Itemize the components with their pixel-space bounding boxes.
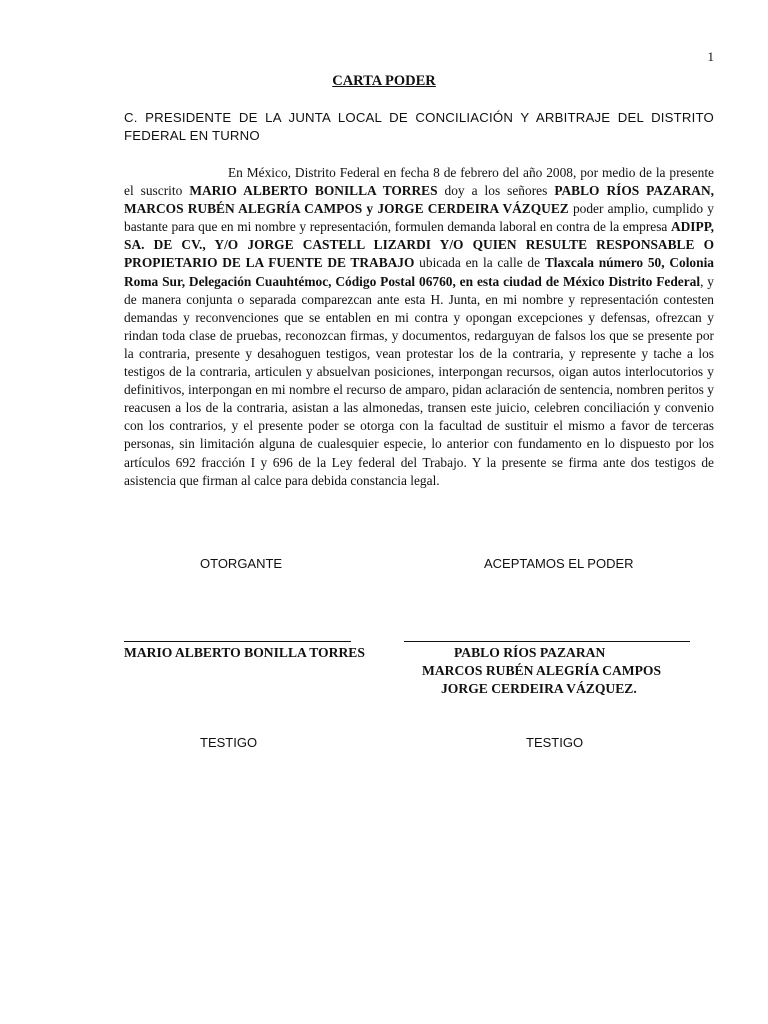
grantee-signature-line <box>404 641 690 642</box>
body-text-4: ubicada en la calle de <box>414 255 545 271</box>
body-text-3: poder amplio, cumplido y bastante para que en mi nombre y representación, formulen demanda laboral en contra de la empresa <box>124 201 714 235</box>
workplace-address: Tlaxcala número 50, Colonia Roma Sur, Delegación Cuauhtémoc, Código Postal 06760, en esta ciudad de México Distrito Federal <box>124 255 714 289</box>
grantor-signature-line <box>124 641 351 642</box>
body-paragraph <box>124 164 714 490</box>
grantee-signature-name-1: PABLO RÍOS PAZARAN <box>454 645 606 660</box>
witness-right-label: TESTIGO <box>526 735 584 750</box>
body-text-1: En México, Distrito Federal en fecha 8 de febrero del año 2008, por medio de la presente el suscrito <box>124 165 714 199</box>
grantor-heading: OTORGANTE <box>200 556 283 571</box>
witness-left-label: TESTIGO <box>200 735 258 750</box>
document-title: CARTA PODER <box>332 73 436 89</box>
defendant-name: ADIPP, SA. DE CV., Y/O JORGE CASTELL LIZARDI Y/O QUIEN RESULTE RESPONSABLE O PROPIETARIO DE LA FUENTE DE TRABAJO <box>124 219 714 271</box>
grantee-signature-name-2: MARCOS RUBÉN ALEGRÍA CAMPOS <box>422 663 662 678</box>
page-number: 1 <box>707 49 714 64</box>
grantee-heading: ACEPTAMOS EL PODER <box>484 556 634 571</box>
grantor-name: MARIO ALBERTO BONILLA TORRES <box>189 183 438 199</box>
body-text-5: , y de manera conjunta o separada comparezcan ante esta H. Junta, en mi nombre y representación contesten demandas y reconvenciones que se entablen en mi contra y opongan excepciones y defensas, ofrezcan y rindan toda clase de pruebas, reconozcan firmas, y documentos, redarguyan de falsos los que se presente por la contraria, presente y desahoguen testigos, vean protestar los de la contraria, y represente y tache a los testigos de la contraria, articulen y absuelvan posiciones, interpongan recursos, oigan autos interlocutorios y definitivos, interpongan en mi nombre el recurso de amparo, pidan aclaración de sentencia, nombren peritos y reacusen a los de la contraria, asistan a las almonedas, transen este juicio, celebren conciliación y convenio con los contrarios, y el presente poder se otorga con la facultad de sustituir el mismo a favor de terceras personas, sin limitación alguna de cualesquier especie, lo anterior con fundamento en lo dispuesto por los artículos 692 fracción I y 696 de la Ley federal del Trabajo. Y la presente se firma ante dos testigos de asistencia que firman al calce para debida constancia legal. <box>124 273 715 488</box>
addressee: C. PRESIDENTE DE LA JUNTA LOCAL DE CONCILIACIÓN Y ARBITRAJE DEL DISTRITO FEDERAL EN TURNO <box>124 110 714 143</box>
grantee-names: PABLO RÍOS PAZARAN, MARCOS RUBÉN ALEGRÍA CAMPOS y JORGE CERDEIRA VÁZQUEZ <box>124 183 714 217</box>
body-text-2: doy a los señores <box>437 183 555 199</box>
grantee-signature-name-3: JORGE CERDEIRA VÁZQUEZ. <box>441 681 637 696</box>
grantor-signature-name: MARIO ALBERTO BONILLA TORRES <box>124 645 365 660</box>
